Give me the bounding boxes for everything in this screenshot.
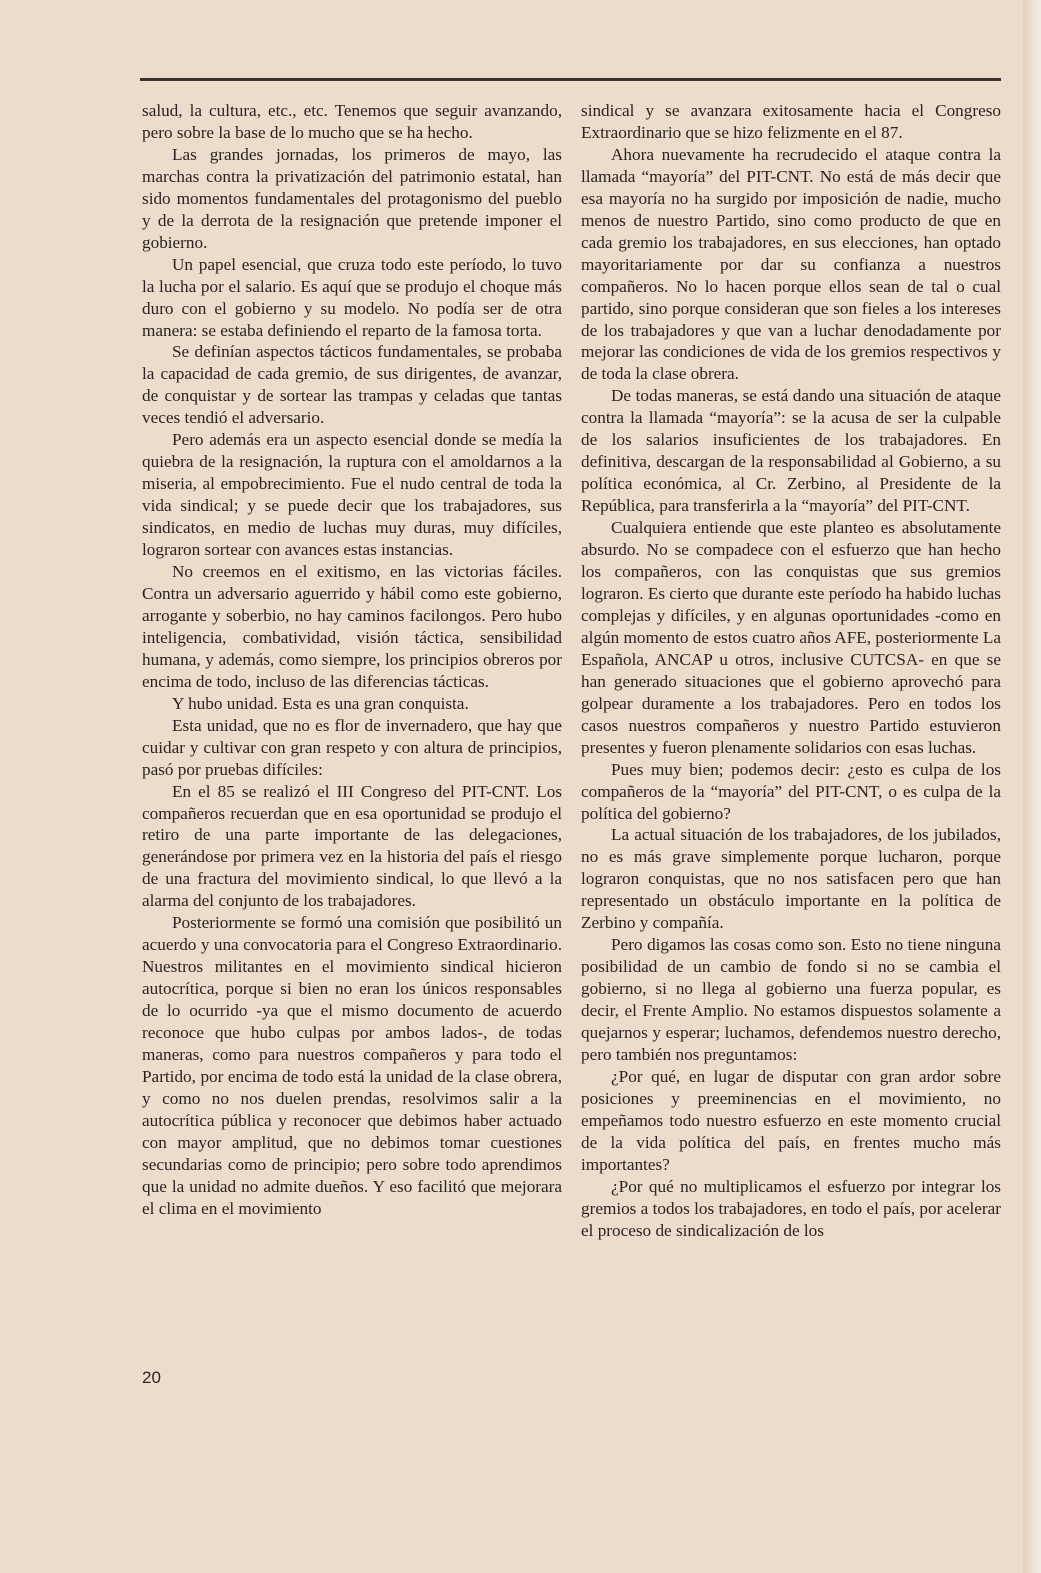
paragraph: ¿Por qué, en lugar de disputar con gran ardor sobre posiciones y preeminencias en el movimiento, no empeñamos todo nuestro esfuerzo en este momento crucial de la vida política del país, en frentes mucho más importantes?: [581, 1066, 1001, 1174]
page-number: 20: [142, 1368, 161, 1387]
paragraph: Esta unidad, que no es flor de invernadero, que hay que cuidar y cultivar con gran respeto y con altura de principios, pasó por pruebas difíciles:: [142, 715, 562, 779]
page-edge: [1023, 0, 1041, 1573]
paragraph: ¿Por qué no multiplicamos el esfuerzo por integrar los gremios a todos los trabajadores, en todo el país, por acelerar el proceso de sindicalización de los: [581, 1176, 1001, 1240]
paragraph: Se definían aspectos tácticos fundamentales, se probaba la capacidad de cada gremio, de sus dirigentes, de avanzar, de conquistar y de sortear las trampas y celadas que tantas veces tendió el adversario.: [142, 342, 562, 428]
paragraph: Las grandes jornadas, los primeros de mayo, las marchas contra la privatización del patrimonio estatal, han sido momentos fundamentales del protagonismo del pueblo y de la derrota de la resignación que pretende imponer el gobierno.: [142, 144, 562, 252]
paragraph: De todas maneras, se está dando una situación de ataque contra la llamada “mayoría”: se la acusa de ser la culpable de los salarios insuficientes de los trabajadores. En definitiva, descargan de la responsabilidad al Gobierno, a su política económica, al Cr. Zerbino, al Presidente de la República, para transferirla a la “mayoría” del PIT-CNT.: [581, 386, 1001, 516]
paragraph: No creemos en el exitismo, en las victorias fáciles. Contra un adversario aguerrido y hábil como este gobierno, arrogante y soberbio, no hay caminos facilongos. Pero hubo inteligencia, combatividad, visión táctica, sensibilidad humana, y además, como siempre, los principios obreros por encima de todo, incluso de las diferencias tácticas.: [142, 562, 562, 691]
paragraph: salud, la cultura, etc., etc. Tenemos que seguir avanzando, pero sobre la base de lo mucho que se ha hecho.: [142, 101, 562, 142]
paragraph: Y hubo unidad. Esta es una gran conquista.: [172, 693, 469, 713]
paragraph: sindical y se avanzara exitosamente hacia el Congreso Extraordinario que se hizo felizmente en el 87.: [581, 101, 1001, 142]
paragraph: Posteriormente se formó una comisión que posibilitó un acuerdo y una convocatoria para el Congreso Extraordinario. Nuestros militantes en el movimiento sindical hicieron autocrítica, porque si bien no eran los únicos responsables de lo ocurrido -ya que el mismo documento de acuerdo reconoce que hubo culpas por ambos lados-, de todas maneras, como para nuestros compañeros y para todo el Partido, por encima de todo está la unidad de la clase obrera, y como no nos duelen prendas, resolvimos salir a la autocrítica pública y reconocer que debimos haber actuado con mayor amplitud, que no debimos tomar cuestiones secundarias como de principio; pero sobre todo aprendimos que la unidad no admite dueños. Y eso facilitó que mejorara el clima en el movimiento: [142, 913, 562, 1218]
paragraph: Cualquiera entiende que este planteo es absolutamente absurdo. No se compadece con el esfuerzo que han hecho los compañeros, con las conquistas que sus gremios lograron. Es cierto que durante este período ha habido luchas complejas y difíciles, y en algunas oportunidades -como en algún momento de estos cuatro años AFE, posteriormente La Española, ANCAP u otros, inclusive CUTCSA- en que se han generado situaciones que el gobierno aprovechó para golpear duramente a los trabajadores. Pero en todos los casos nuestros compañeros y nuestro Partido estuvieron presentes y fueron plenamente solidarios con esas luchas.: [581, 518, 1001, 757]
paragraph: Pero digamos las cosas como son. Esto no tiene ninguna posibilidad de un cambio de fondo si no se cambia el gobierno, si no llega al gobierno una fuerza popular, es decir, el Frente Amplio. No estamos dispuestos solamente a quejarnos y esperar; luchamos, defendemos nuestro derecho, pero también nos preguntamos:: [581, 935, 1001, 1064]
left-column: [142, 100, 562, 1220]
header-rule: [140, 78, 1001, 81]
paragraph: Pero además era un aspecto esencial donde se medía la quiebra de la resignación, la ruptura con el amoldarnos a la miseria, al empobrecimiento. Fue el nudo central de toda la vida sindical; y se puede decir que los trabajadores, sus sindicatos, en medio de luchas muy duras, muy difíciles, lograron sortear con avances estas instancias.: [142, 430, 562, 560]
paragraph: Un papel esencial, que cruza todo este período, lo tuvo la lucha por el salario. Es aquí que se produjo el choque más duro con el gobierno y su modelo. No podía ser de otra manera: se estaba definiendo el reparto de la famosa torta.: [142, 254, 562, 340]
paragraph: Pues muy bien; podemos decir: ¿esto es culpa de los compañeros de la “mayoría” del PIT-CNT, o es culpa de la política del gobierno?: [581, 759, 1001, 823]
paragraph: En el 85 se realizó el III Congreso del PIT-CNT. Los compañeros recuerdan que en esa oportunidad se produjo el retiro de una parte importante de las delegaciones, generándose por primera vez en la historia del país el riesgo de una fractura del movimiento sindical, lo que llevó a la alarma del conjunto de los trabajadores.: [142, 781, 562, 911]
paragraph: La actual situación de los trabajadores, de los jubilados, no es más grave simplemente porque lucharon, porque lograron conquistas, que no nos satisfacen pero que han representado un obstáculo importante en la política de Zerbino y compañía.: [581, 825, 1001, 933]
right-column: [581, 100, 1001, 1242]
paragraph: Ahora nuevamente ha recrudecido el ataque contra la llamada “mayoría” del PIT-CNT. No está de más decir que esa mayoría no ha surgido por imposición de nadie, mucho menos de nuestro Partido, sino como producto de que en cada gremio los trabajadores, en sus elecciones, han optado mayoritariamente por dar su confianza a nuestros compañeros. No lo hacen porque ellos sean de tal o cual partido, sino porque consideran que son fieles a los intereses de los trabajadores y que van a luchar denodadamente por mejorar las condiciones de vida de los gremios respectivos y de toda la clase obrera.: [581, 144, 1001, 384]
